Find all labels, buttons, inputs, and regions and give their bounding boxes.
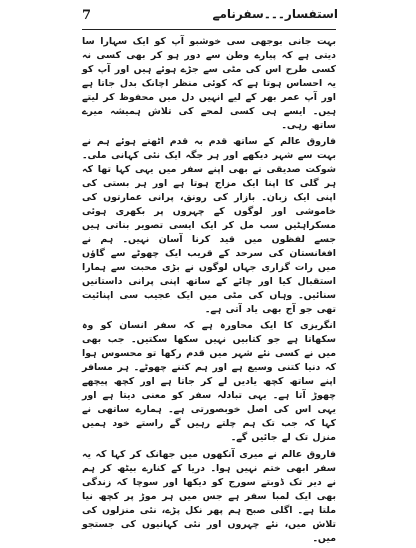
page-body bbox=[82, 35, 336, 548]
paragraph-1: بہت جانی بوجھی سی خوشبو آپ کو ایک سہارا سا دیتی ہے کہ پیارے وطن سے دور ہو کر بھی کسی نہ کسی طرح اس کی مٹی سے جڑے ہوئے ہیں اور آپ کو یہ احساس ہوتا ہے کہ کوئی منظر اچانک بدل جاتا ہے اور آپ عمر بھر کے لیے انہیں دل میں محفوظ کر لیتے ہیں۔ ایسے ہی کسی لمحے کی تلاش ہمیشہ میرے ساتھ رہی۔ bbox=[82, 36, 336, 131]
page-header bbox=[82, 6, 338, 28]
page-number: 7 bbox=[82, 8, 92, 23]
paragraph-2: فاروق عالم کے ساتھ قدم بہ قدم اٹھتے ہوئے ہم نے بہت سے شہر دیکھے اور ہر جگہ ایک نئی کہانی ملی۔ شوکت صدیقی نے بھی اپنے سفر میں یہی کہا تھا کہ ہر گلی کا اپنا ایک مزاج ہوتا ہے اور ہر بستی کی اپنی ایک زبان۔ بازار کی رونق، پرانی عمارتوں کی خاموشی اور لوگوں کے چہروں پر بکھری ہوئی مسکراہٹیں سب مل کر ایک ایسی تصویر بناتی ہیں جسے لفظوں میں قید کرنا آسان نہیں۔ ہم نے افغانستان کی سرحد کے قریب ایک چھوٹے سے گاؤں میں رات گزاری جہاں لوگوں نے بڑی محبت سے ہمارا استقبال کیا اور چائے کے ساتھ اپنی پرانی داستانیں سنائیں۔ وہاں کی مٹی میں ایک عجیب سی اپنائیت تھی جو آج بھی یاد آتی ہے۔ bbox=[82, 136, 336, 315]
header-divider bbox=[82, 29, 336, 30]
paragraph-3: انگریزی کا ایک محاورہ ہے کہ سفر انسان کو وہ سکھاتا ہے جو کتابیں نہیں سکھا سکتیں۔ جب بھی میں نے کسی نئے شہر میں قدم رکھا تو محسوس ہوا کہ دنیا کتنی وسیع ہے اور ہم کتنے چھوٹے۔ ہر مسافر اپنے ساتھ کچھ یادیں لے کر جاتا ہے اور کچھ پیچھے چھوڑ آتا ہے۔ یہی تبادلہ سفر کو معنی دیتا ہے اور یہی اس کی اصل خوبصورتی ہے۔ ہمارے ساتھی نے کہا کہ جب تک ہم چلتے رہیں گے راستے خود ہمیں منزل تک لے جائیں گے۔ bbox=[82, 320, 336, 443]
paragraph-4: فاروق عالم نے میری آنکھوں میں جھانک کر کہا کہ یہ سفر ابھی ختم نہیں ہوا۔ دریا کے کنارے بیٹھ کر ہم نے دیر تک ڈوبتے سورج کو دیکھا اور سوچا کہ زندگی بھی ایک لمبا سفر ہے جس میں ہر موڑ پر کچھ نیا ملتا ہے۔ اگلی صبح ہم پھر نکل پڑے، نئی منزلوں کی تلاش میں، نئے چہروں اور نئی کہانیوں کی جستجو میں۔ bbox=[82, 449, 336, 544]
running-title: استفسار۔۔۔سفرنامے bbox=[212, 7, 338, 21]
